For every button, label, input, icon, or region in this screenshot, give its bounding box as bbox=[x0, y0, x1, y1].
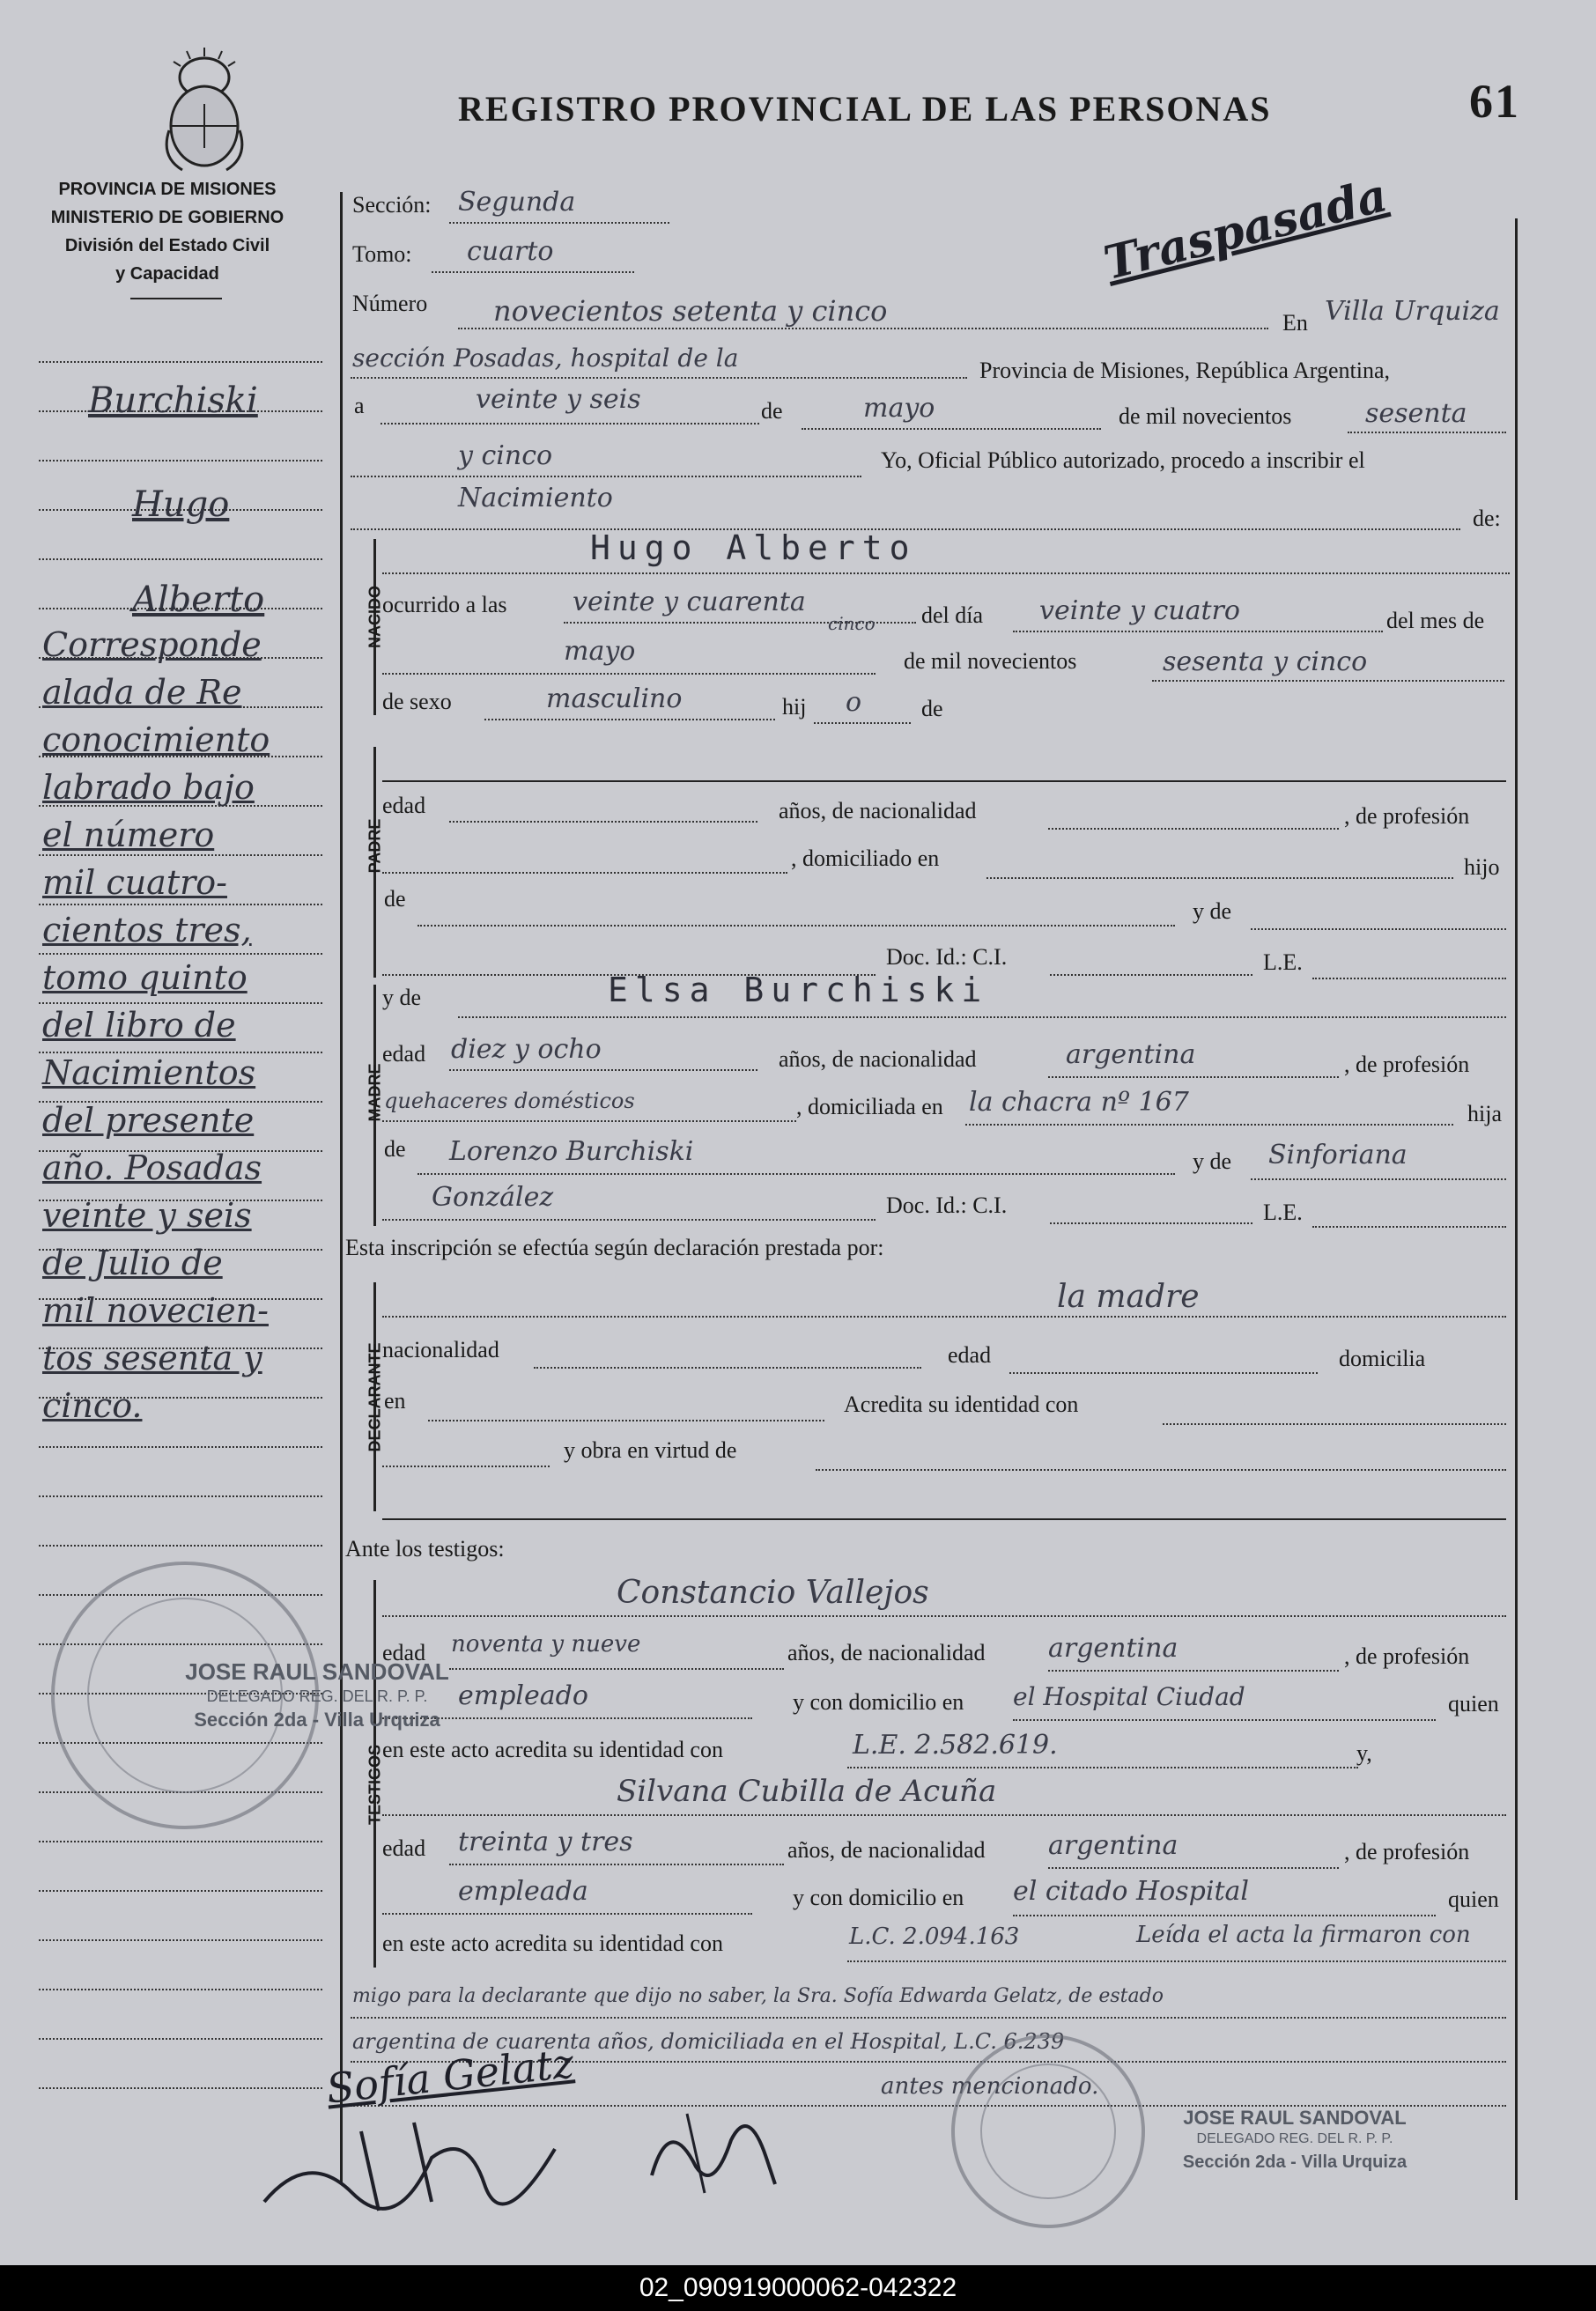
sexo-label: de sexo bbox=[382, 689, 452, 714]
hora-extra: cinco bbox=[828, 613, 876, 634]
madre-domiciliada-label: , domiciliada en bbox=[796, 1094, 943, 1119]
margin-rule bbox=[39, 1002, 322, 1004]
margin-rule bbox=[39, 1939, 322, 1941]
lugar-value: sección Posadas, hospital de la bbox=[352, 343, 739, 373]
declaracion-text: Esta inscripción se efectúa según declaración prestada por: bbox=[345, 1235, 884, 1260]
madre-side-label: MADRE bbox=[366, 1063, 384, 1122]
ocurrido-label: ocurrido a las bbox=[382, 592, 507, 617]
ministry-line-1: PROVINCIA DE MISIONES bbox=[58, 180, 277, 199]
t2-quien-label: quien bbox=[1448, 1886, 1499, 1912]
t1-anos-label: años, de nacionalidad bbox=[787, 1640, 986, 1665]
left-stamp-role: DELEGADO REG. DEL R. P. P. bbox=[206, 1687, 428, 1705]
t2-edad-label: edad bbox=[382, 1835, 426, 1861]
ministry-line-4: y Capacidad bbox=[115, 264, 219, 284]
margin-rule bbox=[39, 361, 322, 363]
t2-acredita-label: en este acto acredita su identidad con bbox=[382, 1931, 723, 1956]
t1-acredita-label: en este acto acredita su identidad con bbox=[382, 1737, 723, 1762]
padre-side-label: PADRE bbox=[366, 818, 384, 874]
seccion-value: Segunda bbox=[458, 187, 576, 218]
margin-name-1: Hugo bbox=[132, 484, 230, 525]
declarante-nacionalidad-label: nacionalidad bbox=[382, 1337, 499, 1362]
margin-rule bbox=[39, 1446, 322, 1448]
hora-value: veinte y cuarenta bbox=[573, 587, 806, 617]
tomo-value: cuarto bbox=[467, 236, 554, 267]
hij-value: o bbox=[846, 687, 862, 718]
t2-profesion-value: empleada bbox=[458, 1876, 588, 1907]
anio2-value: y cinco bbox=[458, 440, 553, 471]
left-stamp-name: JOSE RAUL SANDOVAL bbox=[185, 1658, 449, 1685]
padre-domiciliado-label: , domiciliado en bbox=[791, 845, 940, 871]
nacido-mes-value: mayo bbox=[564, 636, 636, 667]
acto-value: Nacimiento bbox=[458, 483, 613, 513]
anio-value: sesenta bbox=[1365, 398, 1467, 429]
padre-y-de-label: y de bbox=[1193, 898, 1232, 924]
margin-note-line: Corresponde bbox=[42, 625, 262, 664]
divider bbox=[130, 298, 222, 299]
tomo-label: Tomo: bbox=[352, 241, 412, 267]
madre-le-label: L.E. bbox=[1263, 1200, 1303, 1225]
a-label: a bbox=[354, 393, 365, 418]
declarante-rule bbox=[382, 1518, 1506, 1520]
margin-rule bbox=[39, 1495, 322, 1497]
signature-scribble-right bbox=[634, 2096, 793, 2202]
ministry-line-2: MINISTERIO DE GOBIERNO bbox=[50, 208, 284, 227]
del-mes-label: del mes de bbox=[1386, 608, 1485, 633]
coat-of-arms-icon bbox=[151, 42, 257, 174]
margin-note-line: el número bbox=[42, 816, 215, 854]
signature-scribble-left bbox=[255, 2096, 573, 2219]
madre-madre-value: Sinforiana bbox=[1268, 1140, 1408, 1170]
t1-edad-label: edad bbox=[382, 1640, 426, 1665]
margin-note-line: alada de Re bbox=[42, 673, 242, 712]
de2-label: de: bbox=[1473, 506, 1501, 531]
margin-note-line: de Julio de bbox=[42, 1244, 223, 1282]
padre-profesion-label: , de profesión bbox=[1344, 803, 1470, 829]
madre-profesion-label: , de profesión bbox=[1344, 1052, 1470, 1077]
del-dia-label: del día bbox=[921, 602, 984, 628]
margin-name-2: Alberto bbox=[132, 580, 265, 620]
madre-y-de-label: y de bbox=[382, 985, 422, 1010]
margin-note-line: cientos tres, bbox=[42, 911, 252, 949]
margin-rule bbox=[39, 558, 322, 560]
t1-domicilio-value: el Hospital Ciudad bbox=[1013, 1682, 1245, 1711]
t1-doc-value: L.E. 2.582.619. bbox=[853, 1730, 1058, 1761]
closing-line-1: Leída el acta la firmaron con bbox=[1136, 1922, 1471, 1948]
declarante-en-label: en bbox=[384, 1388, 406, 1414]
ministry-line-3: División del Estado Civil bbox=[64, 236, 270, 255]
madre-edad-value: diez y ocho bbox=[451, 1034, 602, 1065]
margin-rule bbox=[39, 2087, 322, 2089]
padre-le-label: L.E. bbox=[1263, 949, 1303, 975]
form-right-border bbox=[1515, 218, 1518, 2200]
nacido-mil-label: de mil novecientos bbox=[904, 648, 1077, 674]
padre-anos-label: años, de nacionalidad bbox=[779, 798, 977, 823]
madre-domicilio-value: la chacra nº 167 bbox=[969, 1087, 1189, 1118]
closing-line-3: argentina de cuarenta años, domiciliada en el Hospital, L.C. 6.239 bbox=[352, 2029, 1065, 2054]
margin-rule bbox=[39, 1989, 322, 1990]
right-stamp-role: DELEGADO REG. DEL R. P. P. bbox=[1196, 2131, 1393, 2146]
declarante-obra-label: y obra en virtud de bbox=[564, 1437, 737, 1463]
right-stamp-name: JOSE RAUL SANDOVAL bbox=[1183, 2107, 1407, 2129]
nacido-rule bbox=[382, 780, 1506, 782]
nacido-side-label: NACIDO bbox=[366, 586, 384, 648]
margin-rule bbox=[39, 904, 322, 905]
oficial-text: Yo, Oficial Público autorizado, procedo a inscribir el bbox=[881, 447, 1365, 473]
numero-label: Número bbox=[352, 291, 428, 316]
provincia-text: Provincia de Misiones, República Argentina, bbox=[979, 358, 1390, 383]
margin-note-line: mil cuatro- bbox=[42, 863, 227, 902]
margin-note-line: del libro de bbox=[42, 1006, 236, 1045]
t1-profesion-label: , de profesión bbox=[1344, 1643, 1470, 1669]
margin-rule bbox=[39, 1545, 322, 1547]
madre-y-de2-label: y de bbox=[1193, 1148, 1232, 1174]
de-label: de bbox=[761, 398, 783, 424]
closing-line-4: antes mencionado. bbox=[881, 2073, 1099, 2100]
declarante-domicilia-label: domicilia bbox=[1339, 1346, 1426, 1371]
declarante-acredita-label: Acredita su identidad con bbox=[844, 1392, 1079, 1417]
t2-edad-value: treinta y tres bbox=[458, 1827, 633, 1857]
testigos-side-label: TESTIGOS bbox=[366, 1745, 384, 1826]
margin-note-line: veinte y seis bbox=[42, 1196, 252, 1235]
madre-anos-label: años, de nacionalidad bbox=[779, 1046, 977, 1072]
official-seal-right-icon bbox=[925, 2026, 1171, 2237]
testigos-text: Ante los testigos: bbox=[345, 1536, 505, 1562]
t2-domicilio-value: el citado Hospital bbox=[1013, 1876, 1249, 1907]
padre-doc-label: Doc. Id.: C.I. bbox=[886, 944, 1008, 970]
margin-note-line: Nacimientos bbox=[42, 1053, 256, 1092]
sexo-value: masculino bbox=[546, 683, 683, 714]
padre-de-label: de bbox=[384, 886, 406, 912]
seccion-label: Sección: bbox=[352, 192, 432, 218]
t1-quien-label: quien bbox=[1448, 1691, 1499, 1717]
page-number: 61 bbox=[1469, 75, 1520, 128]
transferred-annotation: Traspasada bbox=[1098, 168, 1393, 291]
margin-note-line: tos sesenta y bbox=[42, 1339, 262, 1377]
margin-rule bbox=[39, 460, 322, 461]
t2-profesion-label: , de profesión bbox=[1344, 1839, 1470, 1864]
margin-note-line: del presente bbox=[42, 1101, 255, 1140]
dia-value: veinte y seis bbox=[476, 384, 641, 415]
madre-edad-label: edad bbox=[382, 1041, 426, 1067]
padre-hijo-label: hijo bbox=[1464, 854, 1500, 880]
madre-nombre: Elsa Burchiski bbox=[608, 971, 989, 1009]
madre-nacionalidad-value: argentina bbox=[1066, 1039, 1196, 1070]
declarante-quien: la madre bbox=[1057, 1279, 1200, 1315]
nacido-dia-value: veinte y cuatro bbox=[1039, 595, 1240, 626]
t2-doc-value: L.C. 2.094.163 bbox=[849, 1923, 1020, 1950]
t2-anos-label: años, de nacionalidad bbox=[787, 1837, 986, 1863]
margin-note-line: conocimiento bbox=[42, 720, 270, 759]
declarante-side-label: DECLARANTE bbox=[366, 1342, 384, 1452]
madre-profesion-value: quehaceres domésticos bbox=[384, 1089, 635, 1113]
t1-nacionalidad-value: argentina bbox=[1048, 1633, 1179, 1664]
t1-domicilio-label: y con domicilio en bbox=[793, 1689, 964, 1715]
nacido-anio-value: sesenta y cinco bbox=[1163, 646, 1368, 677]
margin-surname: Burchiski bbox=[88, 380, 258, 421]
hij-label: hij bbox=[782, 694, 807, 720]
margin-rule bbox=[39, 1890, 322, 1892]
numero-value: novecientos setenta y cinco bbox=[493, 294, 888, 328]
t1-profesion-value: empleado bbox=[458, 1680, 588, 1711]
document-id-footer: 02_090919000062-042322 bbox=[0, 2265, 1596, 2311]
closing-line-2: migo para la declarante que dijo no saber, la Sra. Sofía Edwarda Gelatz, de estado bbox=[352, 1985, 1164, 2007]
testigo2-nombre: Silvana Cubilla de Acuña bbox=[617, 1774, 997, 1809]
margin-note-line: labrado bajo bbox=[42, 768, 255, 807]
madre-doc-label: Doc. Id.: C.I. bbox=[886, 1192, 1008, 1218]
madre-padre-value: Lorenzo Burchiski bbox=[449, 1136, 694, 1167]
margin-rule bbox=[39, 2038, 322, 2040]
form-left-border bbox=[340, 192, 343, 2182]
madre-madre-value-2: González bbox=[432, 1182, 554, 1213]
margin-rule bbox=[39, 953, 322, 955]
margin-note-line: cinco. bbox=[42, 1386, 143, 1425]
nacido-nombre: Hugo Alberto bbox=[590, 528, 917, 567]
mil-text: de mil novecientos bbox=[1119, 403, 1292, 429]
right-stamp-section: Sección 2da - Villa Urquiza bbox=[1182, 2152, 1408, 2172]
margin-note-line: año. Posadas bbox=[42, 1148, 262, 1187]
t1-y-label: y, bbox=[1356, 1740, 1372, 1766]
madre-hija-label: hija bbox=[1467, 1101, 1502, 1126]
left-stamp-section: Sección 2da - Villa Urquiza bbox=[194, 1709, 440, 1731]
padre-edad-label: edad bbox=[382, 793, 426, 818]
signature: Sofía Gelatz bbox=[323, 2039, 576, 2113]
declarante-edad-label: edad bbox=[948, 1342, 992, 1368]
margin-note-line: tomo quinto bbox=[42, 958, 248, 997]
t2-nacionalidad-value: argentina bbox=[1048, 1830, 1179, 1861]
mes-value: mayo bbox=[863, 393, 935, 424]
t2-domicilio-label: y con domicilio en bbox=[793, 1885, 964, 1910]
en-label: En bbox=[1282, 310, 1308, 336]
nacido-de-label: de bbox=[921, 696, 943, 721]
t1-edad-value: noventa y nueve bbox=[451, 1631, 641, 1658]
margin-rule bbox=[39, 1841, 322, 1842]
margin-rule bbox=[39, 854, 322, 856]
en-value: Villa Urquiza bbox=[1325, 296, 1500, 327]
page-title: REGISTRO PROVINCIAL DE LAS PERSONAS bbox=[458, 89, 1272, 129]
margin-note-line: mil novecien- bbox=[42, 1291, 269, 1330]
testigo1-nombre: Constancio Vallejos bbox=[617, 1575, 929, 1611]
madre-de-label: de bbox=[384, 1136, 406, 1162]
